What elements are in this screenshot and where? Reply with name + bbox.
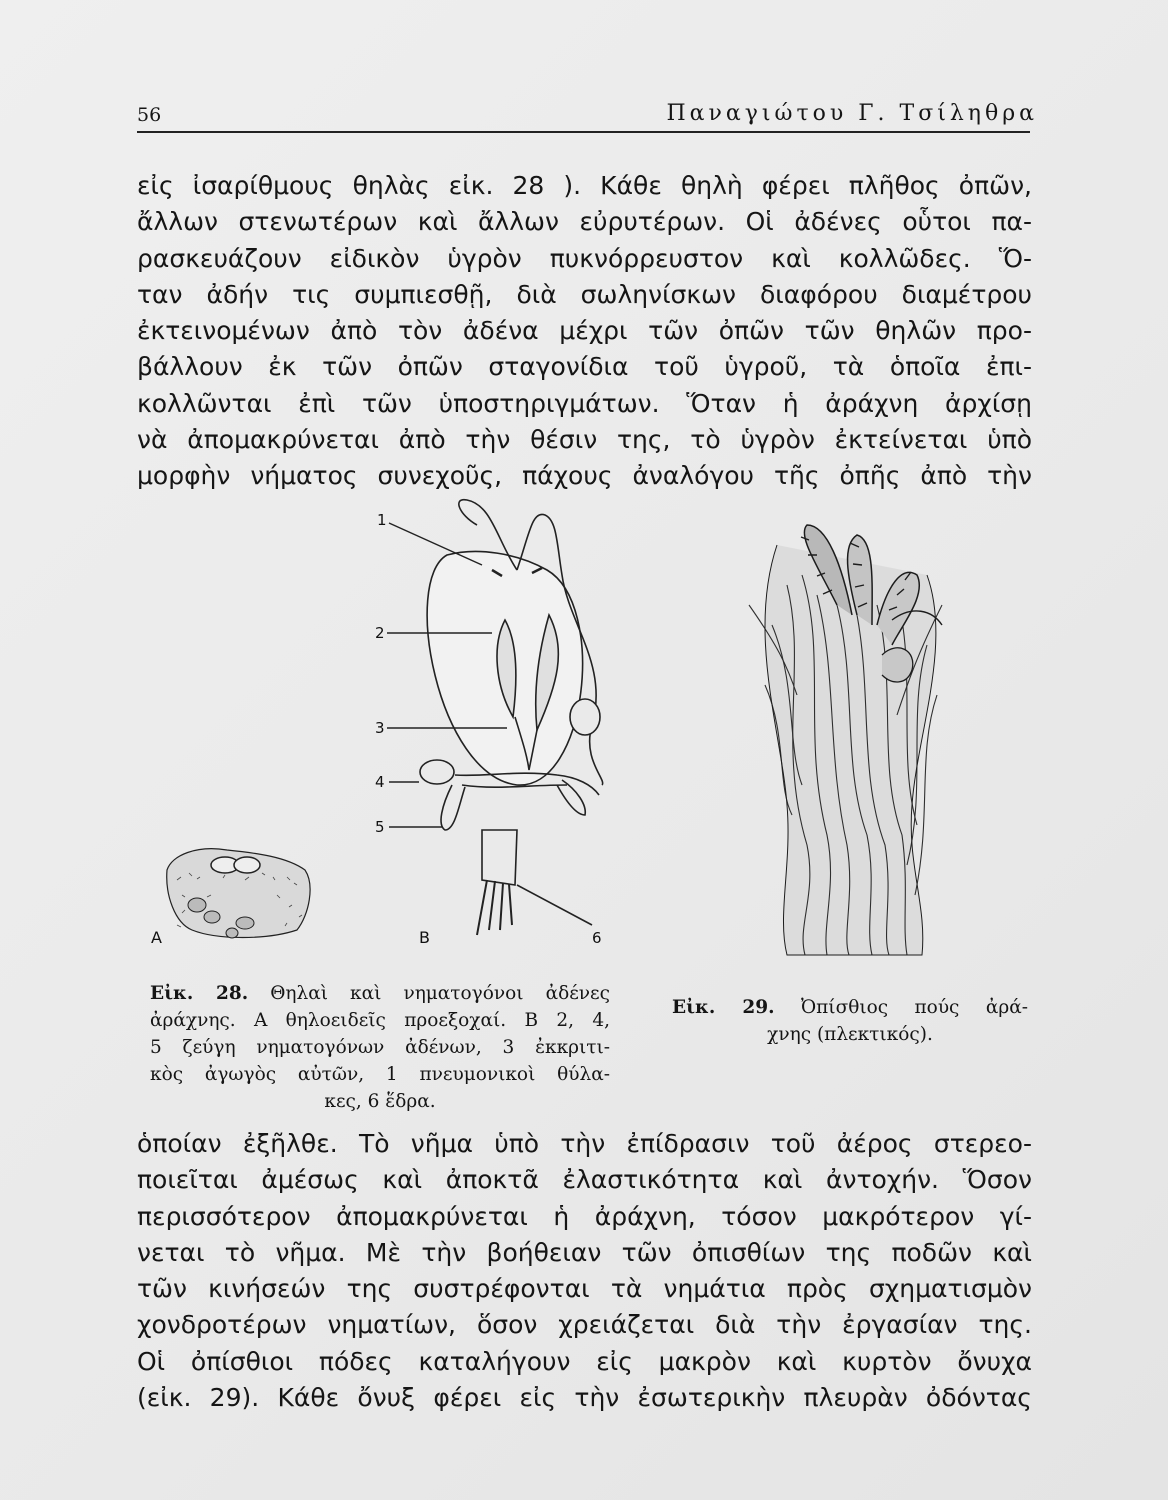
text-line: νὰ ἀπομακρύνεται ἀπὸ τὴν θέσιν της, τὸ ὑγρὸν ἐκτείνεται ὑπὸ — [137, 425, 1032, 455]
text-line: ἐκτεινομένων ἀπὸ τὸν ἀδένα μέχρι τῶν ὀπῶν τῶν θηλῶν προ- — [137, 316, 1032, 346]
text-line: Οἱ ὀπίσθιοι πόδες καταλήγουν εἰς μακρὸν καὶ κυρτὸν ὄνυχα — [137, 1346, 1032, 1376]
figure-29-caption-label: Εἰκ. 29. — [672, 997, 775, 1018]
figure-28-label-2: 2 — [375, 624, 385, 642]
caption-line: χνης (πλεκτικός). — [767, 1024, 933, 1045]
header-rule — [137, 131, 1030, 133]
figure-28-label-5: 5 — [375, 818, 385, 836]
caption-line: ἀράχνης. Α θηλοειδεῖς προεξοχαί. Β 2, 4, — [150, 1010, 610, 1031]
caption-text: Θηλαὶ καὶ νηματογόνοι ἀδένες — [270, 983, 610, 1004]
text-line: ταν ἀδήν τις συμπιεσθῇ, διὰ σωληνίσκων διαφόρου διαμέτρου — [137, 279, 1032, 309]
figure-29-caption — [672, 994, 1028, 1048]
text-line: (εἰκ. 29). Κάθε ὄνυξ φέρει εἰς τὴν ἐσωτερικὴν πλευρὰν ὀδόντας — [137, 1383, 1032, 1413]
text-line: ποιεῖται ἀμέσως καὶ ἀποκτᾶ ἐλαστικότητα καὶ ἀντοχήν. Ὅσον — [137, 1165, 1032, 1195]
figure-28a-illustration — [167, 849, 310, 938]
figure-28-label-4: 4 — [375, 773, 385, 791]
text-line: βάλλουν ἐκ τῶν ὀπῶν σταγονίδια τοῦ ὑγροῦ, τὰ ὁποῖα ἐπι- — [137, 352, 1032, 382]
text-line: χονδροτέρων νηματίων, ὅσον χρειάζεται διὰ τὴν ἐργασίαν της. — [137, 1310, 1032, 1340]
body-text-bottom — [137, 1126, 1032, 1416]
text-line: ἄλλων στενωτέρων καὶ ἄλλων εὐρυτέρων. Οἱ ἀδένες οὗτοι πα- — [137, 207, 1032, 237]
text-line: ρασκευάζουν εἰδικὸν ὑγρὸν πυκνόρρευστον καὶ κολλῶδες. Ὅ- — [137, 243, 1032, 273]
figure-28-caption-label: Εἰκ. 28. — [150, 983, 249, 1004]
page-number: 56 — [137, 104, 162, 126]
text-line: μορφὴν νήματος συνεχοῦς, πάχους ἀναλόγου τῆς ὀπῆς ἀπὸ τὴν — [137, 461, 1032, 491]
caption-line: κὸς ἀγωγὸς αὐτῶν, 1 πνευμονικοὶ θύλα- — [150, 1064, 610, 1085]
text-line: περισσότερον ἀπομακρύνεται ἡ ἀράχνη, τόσον μακρότερον γί- — [137, 1201, 1032, 1231]
caption-line: κες, 6 ἕδρα. — [324, 1091, 436, 1112]
caption-text: Ὀπίσθιος πούς ἀρά- — [800, 997, 1028, 1018]
text-line: τῶν κινήσεών της συστρέφονται τὰ νημάτια πρὸς σχηματισμὸν — [137, 1274, 1032, 1304]
figure-28b-illustration — [420, 500, 603, 935]
figure-28-label-3: 3 — [375, 719, 385, 737]
caption-line: 5 ζεύγη νηματογόνων ἀδένων, 3 ἐκκριτι- — [150, 1037, 610, 1058]
figure-28-label-1: 1 — [377, 511, 387, 529]
figure-28-panel-b-label: B — [419, 928, 430, 947]
text-line: εἰς ἰσαρίθμους θηλὰς εἰκ. 28 ). Κάθε θηλὴ φέρει πλῆθος ὀπῶν, — [137, 171, 1032, 200]
figure-28-panel-a-label: A — [151, 928, 162, 947]
figure-28-caption — [150, 980, 610, 1115]
text-line: κολλῶνται ἐπὶ τῶν ὑποστηριγμάτων. Ὅταν ἡ ἀράχνη ἀρχίσῃ — [137, 388, 1032, 418]
figure-29-illustration — [749, 525, 942, 955]
figure-28-label-6: 6 — [592, 929, 602, 947]
body-text-top — [137, 168, 1032, 495]
text-line: ὁποίαν ἐξῆλθε. Τὸ νῆμα ὑπὸ τὴν ἐπίδρασιν τοῦ ἀέρος στερεο- — [137, 1129, 1032, 1158]
caption-line — [672, 994, 1028, 1021]
figures — [137, 485, 1032, 965]
running-header-author: Παναγιώτου Γ. Τσίληθρα — [666, 101, 1038, 126]
caption-line — [150, 980, 610, 1007]
text-line: νεται τὸ νῆμα. Μὲ τὴν βοήθειαν τῶν ὀπισθίων της ποδῶν καὶ — [137, 1237, 1032, 1267]
